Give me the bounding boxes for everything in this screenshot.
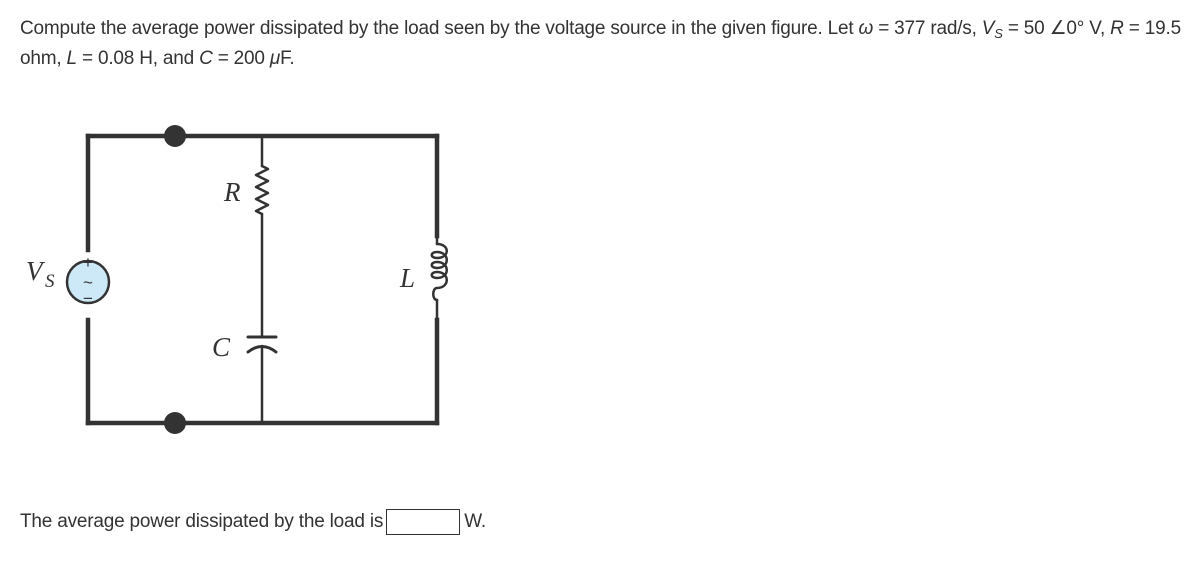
- question-part: = 19.5 ohm,: [20, 18, 1181, 69]
- vs-subscript: S: [994, 26, 1003, 41]
- terminal-node-bottom: [164, 412, 186, 434]
- source-label-subscript: S: [45, 271, 55, 292]
- c-symbol: C: [199, 48, 213, 69]
- inductor-loops: [432, 244, 447, 300]
- vs-symbol: V: [981, 18, 995, 39]
- terminal-nodes: [164, 125, 186, 434]
- source-ac-symbol: ~: [83, 273, 93, 292]
- question-part: = 50 ∠0° V,: [1002, 18, 1111, 39]
- answer-unit: W.: [464, 511, 486, 532]
- question-part: = 200: [212, 48, 270, 69]
- source-label: V: [26, 256, 43, 286]
- l-symbol: L: [66, 48, 77, 69]
- question-part: Compute the average power dissipated by the load seen by the voltage source in the given figure. Let: [20, 18, 859, 39]
- question-part: = 0.08 H, and: [76, 48, 200, 69]
- answer-prompt: The average power dissipated by the load is: [20, 511, 384, 532]
- source-minus-sign: −: [83, 289, 93, 308]
- omega-symbol: ω: [858, 18, 874, 39]
- question-part: = 377 rad/s,: [873, 18, 982, 39]
- voltage-source: [67, 253, 109, 308]
- capacitor-label: C: [212, 332, 231, 362]
- answer-input[interactable]: [386, 509, 460, 535]
- r-symbol: R: [1110, 18, 1124, 39]
- inductor-coil: [432, 236, 447, 320]
- question-part: F.: [280, 48, 295, 69]
- resistor-zigzag: [256, 166, 268, 214]
- answer-row: [20, 507, 486, 537]
- terminal-node-top: [164, 125, 186, 147]
- rc-branch: [248, 136, 276, 423]
- source-plus-sign: +: [83, 253, 93, 272]
- mu-symbol: μ: [269, 48, 281, 69]
- resistor-label: R: [224, 177, 241, 207]
- inductor-label: L: [400, 263, 416, 293]
